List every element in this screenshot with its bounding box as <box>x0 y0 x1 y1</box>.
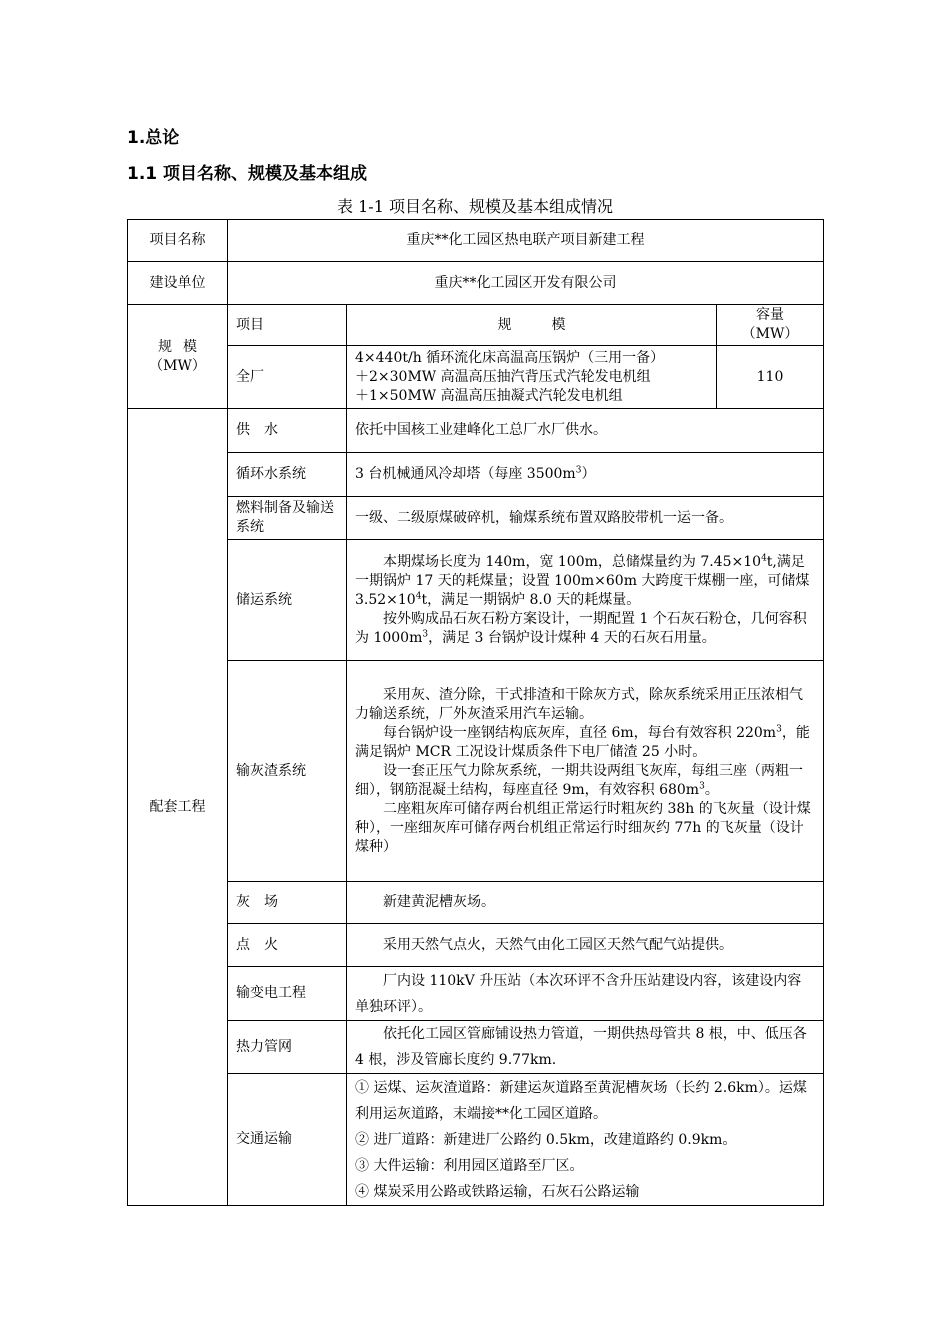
heat-network-name: 热力管网 <box>228 1021 347 1074</box>
substation-desc: 厂内设 110kV 升压站（本次环评不含升压站建设内容，该建设内容单独环评）。 <box>347 967 824 1021</box>
circulating-water-desc: 3 台机械通风冷却塔（每座 $3500m^3$） <box>347 453 824 497</box>
table-row <box>128 1074 824 1206</box>
ignition-name: 点 火 <box>228 924 347 967</box>
heat-network-desc: 依托化工园区管廊铺设热力管道，一期供热母管共 8 根，中、低压各 4 根，涉及管廊长度约 9.77km. <box>347 1021 824 1074</box>
project-table <box>127 219 824 1206</box>
builder-label: 建设单位 <box>128 262 228 305</box>
project-name-value: 重庆**化工园区热电联产项目新建工程 <box>228 220 824 262</box>
transport-name: 交通运输 <box>228 1074 347 1206</box>
storage-name: 储运系统 <box>228 540 347 661</box>
transport-desc: ① 运煤、运灰渣道路：新建运灰道路至黄泥槽灰场（长约 2.6km）。运煤利用运灰道路，末端接**化工园区道路。 ② 进厂道路：新建进厂公路约 0.5km，改建道路约 0.9km。 ③ 大件运输：利用园区道路至厂区。 ④ 煤炭采用公路或铁路运输，石灰石公路运输 <box>347 1074 824 1206</box>
scale-row-capacity: 110 <box>717 346 824 409</box>
table-row <box>128 661 824 882</box>
table-row <box>128 540 824 661</box>
table-row <box>128 497 824 540</box>
table-row <box>128 346 824 409</box>
builder-value: 重庆**化工园区开发有限公司 <box>228 262 824 305</box>
scale-col-item: 项目 <box>228 305 347 346</box>
scale-label: 规 模 （MW） <box>128 305 228 409</box>
substation-name: 输变电工程 <box>228 967 347 1021</box>
table-row <box>128 262 824 305</box>
table-row <box>128 967 824 1021</box>
table-row <box>128 453 824 497</box>
fuel-name: 燃料制备及输送系统 <box>228 497 347 540</box>
scale-row-item: 全厂 <box>228 346 347 409</box>
water-supply-name: 供 水 <box>228 409 347 453</box>
ash-yard-name: 灰 场 <box>228 882 347 924</box>
project-name-label: 项目名称 <box>128 220 228 262</box>
table-row <box>128 882 824 924</box>
aux-label: 配套工程 <box>128 409 228 1206</box>
table-caption: 表 1-1 项目名称、规模及基本组成情况 <box>337 197 613 216</box>
ignition-desc: 采用天然气点火，天然气由化工园区天然气配气站提供。 <box>347 924 824 967</box>
scale-col-scale: 规 模 <box>347 305 717 346</box>
scale-col-capacity: 容量 （MW） <box>717 305 824 346</box>
table-row <box>128 220 824 262</box>
ash-yard-desc: 新建黄泥槽灰场。 <box>347 882 824 924</box>
subsection-heading: 1.1 项目名称、规模及基本组成 <box>127 164 368 184</box>
ash-desc: 采用灰、渣分除，干式排渣和干除灰方式，除灰系统采用正压浓相气力输送系统，厂外灰渣采用汽车运输。 每台锅炉设一座钢结构底灰库，直径 6m，每台有效容积 $220m^3$，能满足锅炉 MCR 工况设计煤质条件下电厂储渣 25 小时。 设一套正压气力除灰系统，一期共设两组飞灰库，每组三座（两粗一细），钢筋混凝土结构，每座直径 9m，有效容积 $680m^3$。 二座粗灰库可储存两台机组正常运行时粗灰约 38h 的飞灰量（设计煤种），一座细灰库可储存两台机组正常运行时细灰约 77h 的飞灰量（设计煤种） <box>347 661 824 882</box>
circulating-water-name: 循环水系统 <box>228 453 347 497</box>
ash-name: 输灰渣系统 <box>228 661 347 882</box>
fuel-desc: 一级、二级原煤破碎机，输煤系统布置双路胶带机一运一备。 <box>347 497 824 540</box>
storage-desc: 本期煤场长度为 140m，宽 100m，总储煤量约为 $7.45\times 10^4t$,满足一期锅炉 17 天的耗煤量；设置 100m×60m 大跨度干煤棚一座，可储煤 $3.52\times 10^4t$，满足一期锅炉 8.0 天的耗煤量。 按外购成品石灰石粉方案设计，一期配置 1 个石灰石粉仓，几何容积为 $1000m^3$，满足 3 台锅炉设计煤种 4 天的石灰石用量。 <box>347 540 824 661</box>
section-heading: 1.总论 <box>127 128 180 148</box>
table-row <box>128 305 824 346</box>
scale-row-desc: 4×440t/h 循环流化床高温高压锅炉（三用一备） ＋2×30MW 高温高压抽汽背压式汽轮发电机组 ＋1×50MW 高温高压抽凝式汽轮发电机组 <box>347 346 717 409</box>
water-supply-desc: 依托中国核工业建峰化工总厂水厂供水。 <box>347 409 824 453</box>
table-row <box>128 409 824 453</box>
table-row <box>128 1021 824 1074</box>
table-row <box>128 924 824 967</box>
